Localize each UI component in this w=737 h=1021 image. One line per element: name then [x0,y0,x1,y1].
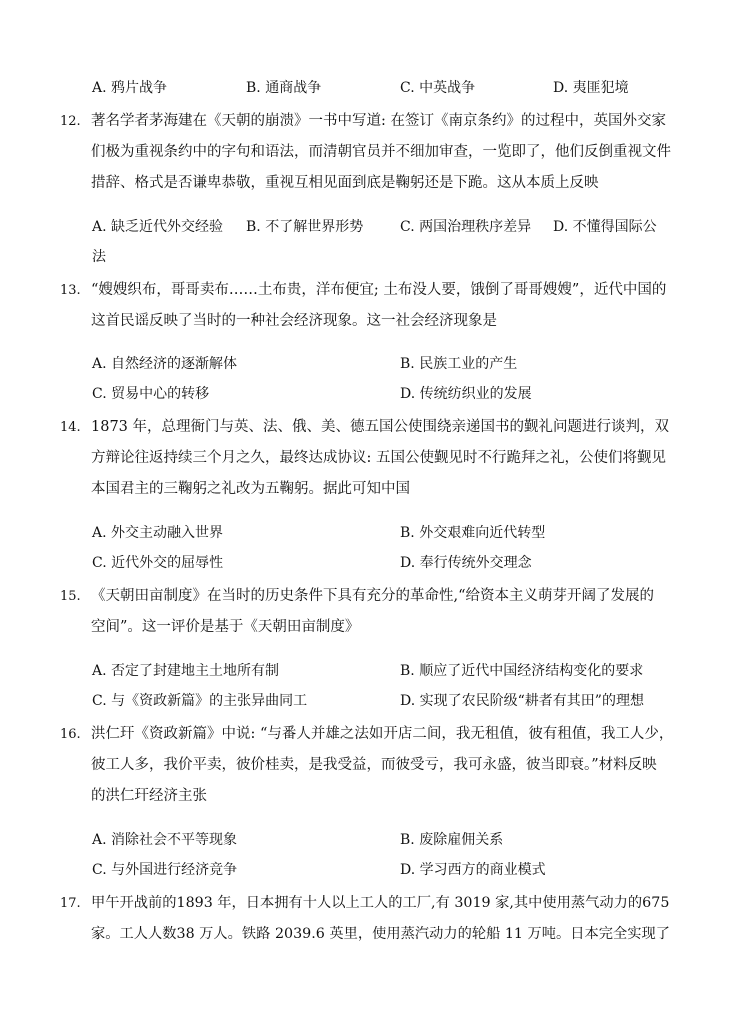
q11-option-d[interactable]: D. 夷匪犯境 [553,80,629,96]
q12-option-d[interactable]: D. 不懂得国际公 [553,219,657,235]
q14-stem-line-3: 本国君主的三鞠躬之礼改为五鞠躬。据此可知中国 [91,481,410,497]
q16-option-d[interactable]: D. 学习西方的商业模式 [400,862,546,878]
q14-option-a[interactable]: A. 外交主动融入世界 [92,525,224,541]
q17-stem-line-1: 甲午开战前的1893 年，日本拥有十人以上工人的工厂,有 3019 家,其中使用蒸气动力的675 [91,895,670,911]
q17-stem-line-2: 家。工人人数38 万人。铁路 2039.6 英里，使用蒸汽动力的轮船 11 万吨。日本完全实现了 [91,926,671,942]
q16-stem-line-2: 彼工人多，我价平卖，彼价桂卖，是我受益，而彼受亏，我可永盛，彼当即衰。”材料反映 [91,757,657,773]
q16-option-a[interactable]: A. 消除社会不平等现象 [92,832,238,848]
q11-option-c[interactable]: C. 中英战争 [400,80,476,96]
q14-stem-line-1: 1873 年，总理衙门与英、法、俄、美、德五国公使围绕亲递国书的觐礼问题进行谈判，双 [91,419,670,435]
q12-stem-line-2: 们极为重视条约中的字句和语法，而清朝官员并不细加审查，一览即了，他们反倒重视文件 [91,144,671,160]
q17-number: 17. [60,896,81,911]
q16-stem-line-1: 洪仁玕《资政新篇》中说: “与番人并雄之法如开店二间，我无租值，彼有租值，我工人少， [91,726,674,742]
q12-stem-line-3: 措辞、格式是否谦卑恭敬，重视互相见面到底是鞠躬还是下跪。这从本质上反映 [91,175,599,191]
q13-number: 13. [60,283,81,298]
q11-option-b[interactable]: B. 通商战争 [246,80,322,96]
q16-option-c[interactable]: C. 与外国进行经济竞争 [92,862,238,878]
q13-option-a[interactable]: A. 自然经济的逐渐解体 [92,356,238,372]
q15-stem-line-1: 《天朝田亩制度》在当时的历史条件下具有充分的革命性,“给资本主义萌芽开阔了发展的 [91,588,655,604]
q12-option-c[interactable]: C. 两国治理秩序差异 [400,219,532,235]
q16-stem-line-3: 的洪仁玕经济主张 [91,788,207,804]
q12-option-d-continued: 法 [92,249,106,265]
q13-stem-line-2: 这首民谣反映了当时的一种社会经济现象。这一社会经济现象是 [91,313,497,329]
q15-option-d[interactable]: D. 实现了农民阶级“耕者有其田”的理想 [400,693,644,709]
q12-number: 12. [60,114,81,129]
q15-number: 15. [60,589,81,604]
q14-option-b[interactable]: B. 外交艰难向近代转型 [400,525,546,541]
q13-option-b[interactable]: B. 民族工业的产生 [400,356,518,372]
q12-option-b[interactable]: B. 不了解世界形势 [246,219,364,235]
q14-option-d[interactable]: D. 奉行传统外交理念 [400,555,532,571]
q14-option-c[interactable]: C. 近代外交的屈辱性 [92,555,224,571]
q13-option-d[interactable]: D. 传统纺织业的发展 [400,386,532,402]
q13-stem-line-1: “嫂嫂织布，哥哥卖布……土布贵，洋布便宜; 土布没人要，饿倒了哥哥嫂嫂”，近代中国的 [91,282,667,298]
q15-option-a[interactable]: A. 否定了封建地主土地所有制 [92,663,280,679]
q14-number: 14. [60,420,81,435]
q11-option-a[interactable]: A. 鸦片战争 [92,80,168,96]
q15-option-b[interactable]: B. 顺应了近代中国经济结构变化的要求 [400,663,644,679]
q16-number: 16. [60,727,81,742]
q15-option-c[interactable]: C. 与《资政新篇》的主张异曲同工 [92,693,308,709]
q13-option-c[interactable]: C. 贸易中心的转移 [92,386,210,402]
q16-option-b[interactable]: B. 废除雇佣关系 [400,832,504,848]
q12-option-a[interactable]: A. 缺乏近代外交经验 [92,219,224,235]
q14-stem-line-2: 方辩论往返持续三个月之久，最终达成协议: 五国公使觐见时不行跪拜之礼，公使们将觐见 [91,450,666,466]
q12-stem-line-1: 著名学者茅海建在《天朝的崩溃》一书中写道: 在签订《南京条约》的过程中，英国外交家 [91,113,666,129]
q15-stem-line-2: 空间”。这一评价是基于《天朝田亩制度》 [91,619,360,635]
